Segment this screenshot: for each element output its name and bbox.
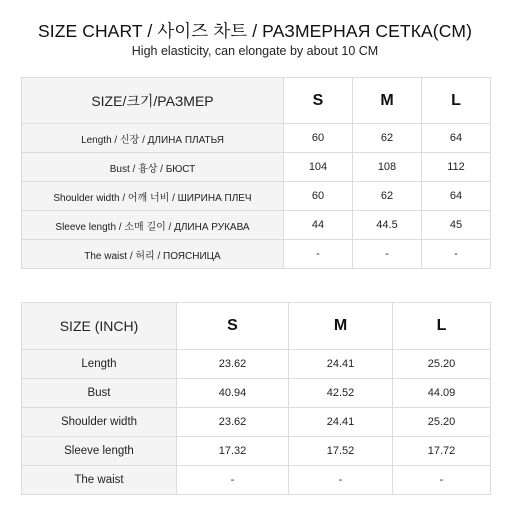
table-row	[22, 124, 491, 153]
size-header-l: L	[422, 78, 491, 124]
corner-label: SIZE (INCH)	[22, 303, 177, 350]
cell-value: 25.20	[393, 408, 491, 437]
cell-value: 44.09	[393, 379, 491, 408]
cell-value: -	[289, 466, 393, 495]
table-row	[22, 408, 491, 437]
row-label-bust: Bust	[22, 379, 177, 408]
size-header-m: M	[289, 303, 393, 350]
cell-value: 23.62	[177, 350, 289, 379]
cell-value: 17.32	[177, 437, 289, 466]
size-chart-cm-table	[21, 77, 491, 269]
cell-value: 44	[284, 211, 353, 240]
corner-label: SIZE/크기/РАЗМЕР	[22, 78, 284, 124]
page-title: SIZE CHART / 사이즈 차트 / РАЗМЕРНАЯ СЕТКА(CM)	[37, 21, 473, 41]
table-row	[22, 153, 491, 182]
cell-value: 60	[284, 182, 353, 211]
table-row	[22, 211, 491, 240]
size-header-l: L	[393, 303, 491, 350]
cell-value: 44.5	[353, 211, 422, 240]
table-row	[22, 437, 491, 466]
row-label-length: Length / 신장 / ДЛИНА ПЛАТЬЯ	[22, 124, 284, 153]
cell-value: 64	[422, 182, 491, 211]
cell-value: 60	[284, 124, 353, 153]
cell-value: -	[422, 240, 491, 269]
cell-value: -	[177, 466, 289, 495]
row-label-waist: The waist	[22, 466, 177, 495]
cell-value: 62	[353, 124, 422, 153]
cell-value: -	[353, 240, 422, 269]
cell-value: 64	[422, 124, 491, 153]
table-row	[22, 379, 491, 408]
table-header-row	[22, 303, 491, 350]
row-label-sleeve-length: Sleeve length	[22, 437, 177, 466]
row-label-length: Length	[22, 350, 177, 379]
cell-value: -	[284, 240, 353, 269]
cell-value: 24.41	[289, 350, 393, 379]
size-header-s: S	[284, 78, 353, 124]
cell-value: 108	[353, 153, 422, 182]
size-header-m: M	[353, 78, 422, 124]
row-label-shoulder-width: Shoulder width / 어깨 너비 / ШИРИНА ПЛЕЧ	[22, 182, 284, 211]
cell-value: 40.94	[177, 379, 289, 408]
table-row	[22, 240, 491, 269]
cell-value: 17.72	[393, 437, 491, 466]
cell-value: 45	[422, 211, 491, 240]
cell-value: 104	[284, 153, 353, 182]
size-header-s: S	[177, 303, 289, 350]
cell-value: 42.52	[289, 379, 393, 408]
row-label-sleeve-length: Sleeve length / 소매 길이 / ДЛИНА РУКАВА	[22, 211, 284, 240]
row-label-waist: The waist / 허리 / ПОЯСНИЦА	[22, 240, 284, 269]
row-label-shoulder-width: Shoulder width	[22, 408, 177, 437]
cell-value: 24.41	[289, 408, 393, 437]
cell-value: 62	[353, 182, 422, 211]
row-label-bust: Bust / 흉상 / БЮСТ	[22, 153, 284, 182]
cell-value: -	[393, 466, 491, 495]
cell-value: 25.20	[393, 350, 491, 379]
cell-value: 17.52	[289, 437, 393, 466]
page-subtitle: High elasticity, can elongate by about 10 CM	[131, 44, 379, 58]
table-row	[22, 350, 491, 379]
table-row	[22, 466, 491, 495]
table-header-row	[22, 78, 491, 124]
cell-value: 23.62	[177, 408, 289, 437]
cell-value: 112	[422, 153, 491, 182]
size-chart-inch-table	[21, 302, 491, 495]
table-row	[22, 182, 491, 211]
